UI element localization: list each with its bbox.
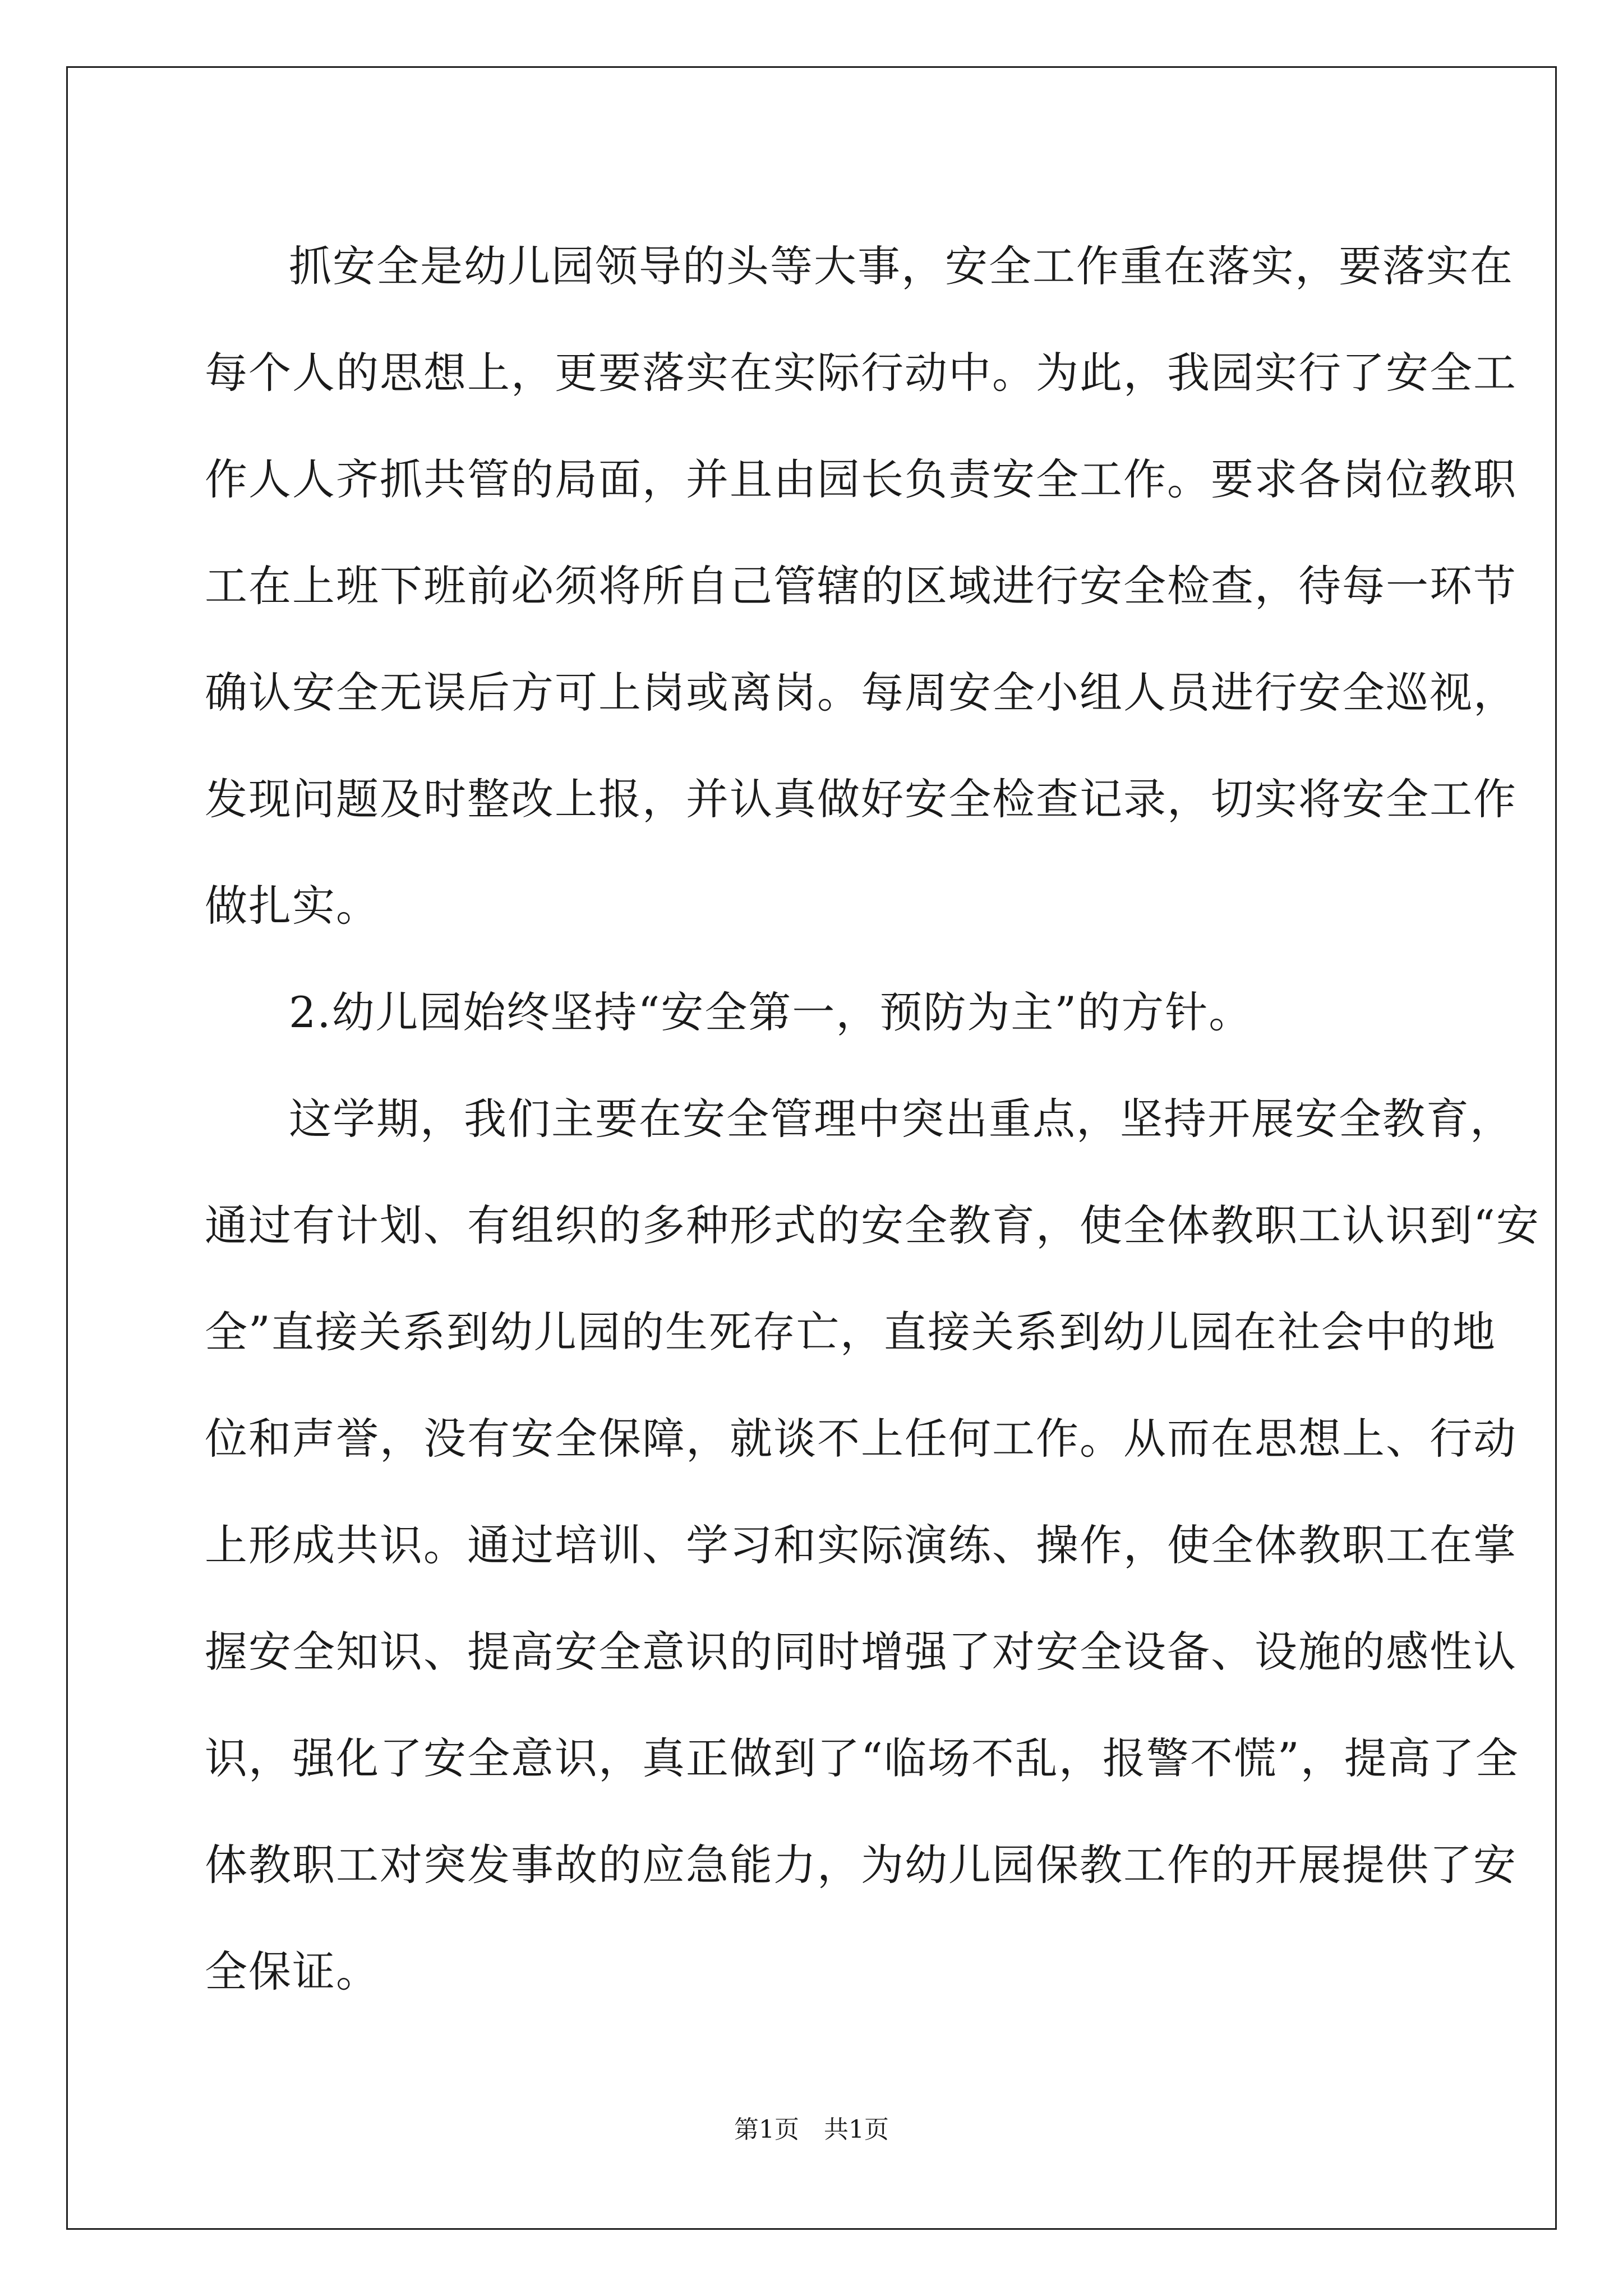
paragraph-line: 确认安全无误后方可上岗或离岗。每周安全小组人员进行安全巡视， — [205, 668, 1517, 717]
paragraph-line: 识，强化了安全意识，真正做到了“临场不乱，报警不慌”，提高了全 — [205, 1733, 1519, 1783]
paragraph-line: 发现问题及时整改上报，并认真做好安全检查记录，切实将安全工作 — [205, 774, 1517, 824]
paragraph-line: 全”直接关系到幼儿园的生死存亡，直接关系到幼儿园在社会中的地 — [205, 1307, 1496, 1357]
paragraph-line: 体教职工对突发事故的应急能力，为幼儿园保教工作的开展提供了安 — [205, 1840, 1517, 1890]
paragraph-line: 这学期，我们主要在安全管理中突出重点，坚持开展安全教育， — [289, 1094, 1514, 1144]
document-body — [205, 213, 1540, 2025]
paragraph-line: 位和声誉，没有安全保障，就谈不上任何工作。从而在思想上、行动 — [205, 1414, 1517, 1464]
paragraph-line: 通过有计划、有组织的多种形式的安全教育，使全体教职工认识到“安 — [205, 1200, 1540, 1250]
paragraph-line: 作人人齐抓共管的局面，并且由园长负责安全工作。要求各岗位教职 — [205, 454, 1517, 504]
section-heading: 2.幼儿园始终坚持“安全第一，预防为主”的方针。 — [289, 987, 1253, 1037]
paragraph-line: 工在上班下班前必须将所自己管辖的区域进行安全检查，待每一环节 — [205, 561, 1517, 611]
page-footer: 第1页 共1页 — [734, 2115, 889, 2144]
paragraph-line: 做扎实。 — [205, 881, 380, 931]
paragraph-line: 全保证。 — [205, 1947, 380, 1996]
paragraph-line: 每个人的思想上，更要落实在实际行动中。为此，我园实行了安全工 — [205, 348, 1517, 398]
paragraph-line: 抓安全是幼儿园领导的头等大事，安全工作重在落实，要落实在 — [289, 241, 1514, 291]
paragraph-line: 握安全知识、提高安全意识的同时增强了对安全设备、设施的感性认 — [205, 1627, 1517, 1677]
paragraph-line: 上形成共识。通过培训、学习和实际演练、操作，使全体教职工在掌 — [205, 1520, 1517, 1570]
